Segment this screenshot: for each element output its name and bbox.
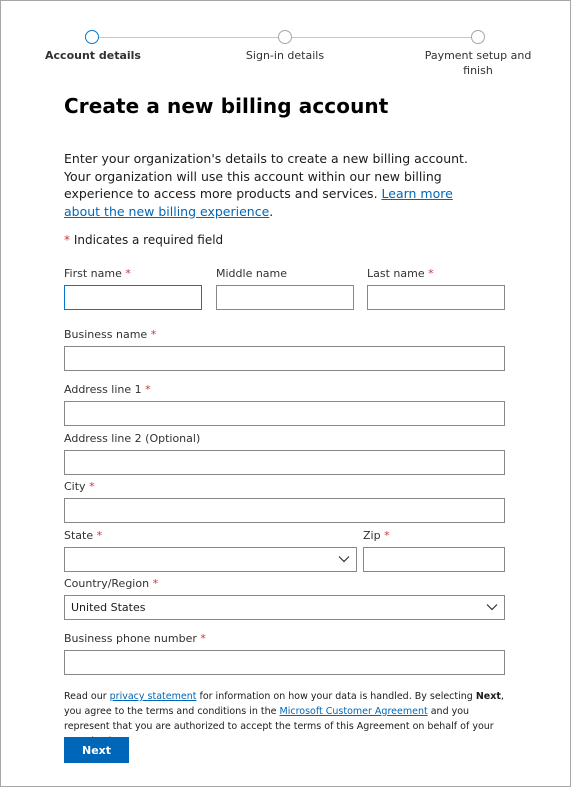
business-phone-label-text: Business phone number	[64, 632, 197, 645]
legal-text: , you agree to the terms and conditions in the	[64, 691, 504, 717]
required-star: *	[200, 632, 206, 645]
business-name-label	[64, 328, 156, 342]
required-star: *	[89, 480, 95, 493]
first-name-input[interactable]	[64, 285, 202, 310]
intro-paragraph	[64, 150, 484, 220]
step-account-details: Account details	[45, 49, 141, 62]
legal-next-bold: Next	[475, 691, 501, 702]
country-selected-value: United States	[71, 601, 146, 614]
page-title: Create a new billing account	[64, 94, 389, 118]
address-line-1-label	[64, 383, 151, 397]
required-star: *	[384, 529, 390, 542]
address-line-1-label-text: Address line 1	[64, 383, 142, 396]
required-star: *	[428, 267, 434, 280]
required-star: *	[125, 267, 131, 280]
step-1-indicator-icon	[85, 30, 99, 44]
legal-text: for information on how your data is handled. By selecting	[196, 691, 476, 702]
zip-input[interactable]	[363, 547, 505, 572]
required-note-text: Indicates a required field	[70, 233, 224, 247]
zip-label	[363, 529, 390, 543]
learn-more-link[interactable]: Learn more about the new billing experience	[64, 186, 453, 219]
business-name-input[interactable]	[64, 346, 505, 371]
state-dropdown[interactable]	[64, 547, 357, 572]
business-phone-label	[64, 632, 206, 646]
legal-notice	[64, 689, 510, 749]
required-star: *	[96, 529, 103, 542]
chevron-down-icon	[338, 555, 350, 563]
middle-name-label: Middle name	[216, 267, 288, 280]
address-line-1-input[interactable]	[64, 401, 505, 426]
last-name-input[interactable]	[367, 285, 505, 310]
stepper-connector	[99, 37, 279, 38]
business-name-label-text: Business name	[64, 328, 148, 341]
state-label	[64, 529, 102, 543]
first-name-label-text: First name	[64, 267, 122, 280]
first-name-label	[64, 267, 131, 281]
address-line-2-label: Address line 2 (Optional)	[64, 432, 201, 445]
privacy-statement-link[interactable]: privacy statement	[109, 691, 197, 702]
city-label-text: City	[64, 480, 86, 493]
required-star: *	[152, 577, 159, 590]
progress-stepper	[1, 1, 570, 81]
country-region-label	[64, 577, 158, 591]
required-star: *	[150, 328, 157, 341]
next-button[interactable]: Next	[64, 737, 129, 763]
city-input[interactable]	[64, 498, 505, 523]
address-line-2-input[interactable]	[64, 450, 505, 475]
country-region-dropdown[interactable]	[64, 595, 505, 620]
last-name-label-text: Last name	[367, 267, 425, 280]
customer-agreement-link[interactable]: Microsoft Customer Agreement	[279, 706, 428, 717]
intro-end: .	[269, 203, 274, 219]
last-name-label	[367, 267, 434, 281]
step-payment-setup: Payment setup and finish	[424, 49, 532, 77]
zip-label-text: Zip	[363, 529, 381, 542]
city-label	[64, 480, 95, 494]
step-3-indicator-icon	[471, 30, 485, 44]
middle-name-input[interactable]	[216, 285, 354, 310]
chevron-down-icon	[486, 603, 498, 611]
step-sign-in-details: Sign-in details	[245, 49, 325, 62]
business-phone-input[interactable]	[64, 650, 505, 675]
legal-text: and you represent that you are authorized to accept the terms of this Agreement on behalf of your	[64, 706, 494, 732]
step-2-indicator-icon	[278, 30, 292, 44]
required-field-note	[64, 233, 223, 247]
required-star: *	[64, 233, 70, 247]
country-region-label-text: Country/Region	[64, 577, 150, 590]
required-star: *	[145, 383, 151, 396]
intro-text: Enter your organization's details to create a new billing account. Your organization will use this account within our new billing experience to access more products and services.	[64, 151, 468, 201]
stepper-connector	[292, 37, 472, 38]
state-label-text: State	[64, 529, 94, 542]
legal-text: Read our	[64, 691, 110, 702]
